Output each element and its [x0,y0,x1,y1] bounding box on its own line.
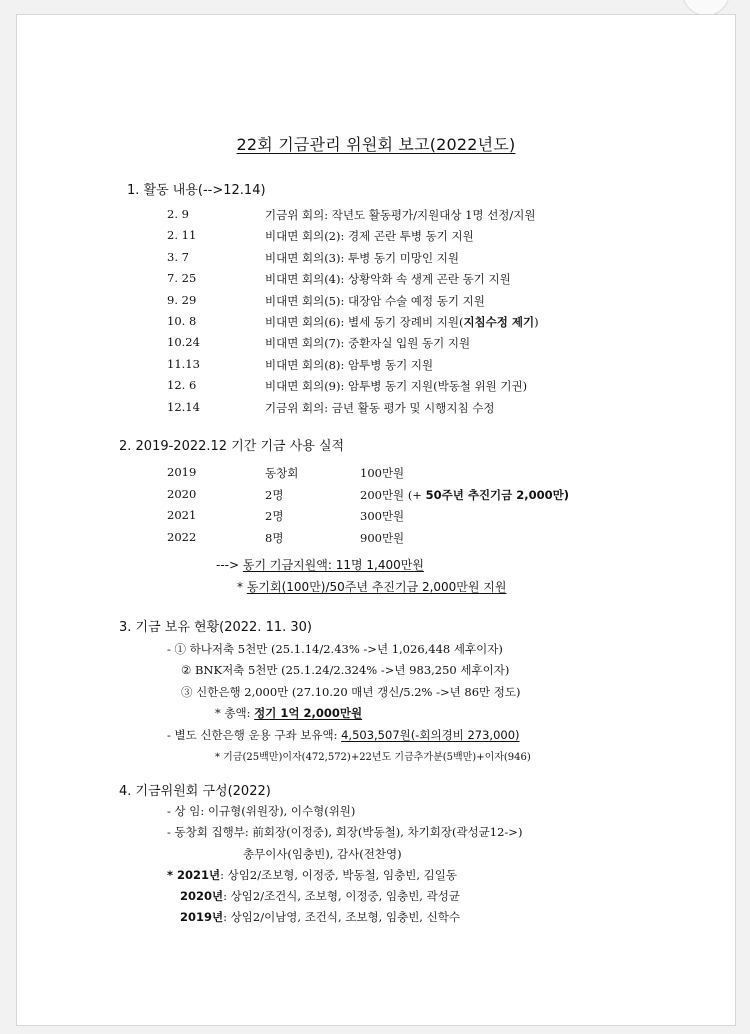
usage-year [167,465,196,479]
year-2020-label: 2020년 [180,889,224,903]
usage-year-text: 2019 [167,465,197,479]
holding-item-1: - ① 하나저축 5천만 (25.1.14/2.43% ->년 1,026,448 세후이자) [167,642,503,656]
activity-text [265,400,494,416]
activity-desc: 비대면 회의(6): 별세 동기 장례비 지원( [265,315,464,329]
activity-text [265,335,470,351]
activity-text [265,314,539,330]
usage-amount-text: 200만원 (+ [360,487,426,502]
usage-who [265,465,298,481]
activity-desc: 비대면 회의(5): 대장암 수술 예정 동기 지원 [265,293,485,308]
usage-year [167,487,196,501]
holding-sum-label: * 총액: [215,706,255,720]
year-2020-members: : 상임2/조건식, 조보형, 이정중, 임충빈, 곽성균 [223,889,460,903]
section-2-heading: 2. 2019-2022.12 기간 기금 사용 실적 [119,439,345,454]
activity-text [265,271,511,287]
activity-text [265,293,485,309]
extra-account-value: 4,503,507원(-회의경비 273,000) [341,728,520,742]
activity-desc: 기금위 회의: 금년 활동 평가 및 시행지침 수정 [265,400,495,415]
section-4-heading: 4. 기금위원회 구성(2022) [119,784,271,799]
document-title: 22회 기금관리 위원회 보고(2022년도) [236,135,516,154]
activity-date: 10.24 [167,335,200,350]
usage-year-text: 2021 [167,508,197,522]
committee-2021 [167,867,457,883]
activity-date: 12.14 [167,399,200,414]
holding-sum-line [215,705,362,721]
activity-text [265,228,474,244]
usage-amount-text: 100만원 [360,466,405,480]
document-page [16,14,736,1026]
extra-account-label: - 별도 신한은행 운용 구좌 보유액: [167,728,342,742]
activity-date: 9. 29 [167,292,197,307]
extra-account-note: * 기금(25백만)이자(472,572)+22년도 기금추가분(5백만)+이자(946) [215,752,531,763]
usage-year-text: 2020 [167,486,197,501]
activity-date: 3. 7 [167,249,189,264]
activity-date: 11.13 [167,356,200,371]
activity-date: 2. 9 [167,207,189,221]
activity-text [265,357,433,373]
usage-amount-text: 300만원 [360,509,405,523]
activity-date: 12. 6 [167,378,197,393]
usage-amount-highlight: 50주년 추진기금 2,000만) [425,487,570,502]
committee-executive: - 동창회 집행부: 前회장(이정중), 회장(박동철), 차기회장(곽성균12->) [167,825,523,839]
activity-text [265,250,459,266]
activity-text [265,207,536,223]
usage-who-text: 2명 [265,509,284,523]
activity-desc: 비대면 회의(9): 암투병 동기 지원(박동철 위원 기권) [265,379,528,394]
usage-who [265,530,283,546]
section-1-heading: 1. 활동 내용(-->12.14) [127,183,266,198]
usage-year-text: 2022 [167,529,197,544]
usage-note: 동기회(100만)/50주년 추진기금 2,000만원 지원 [246,580,507,594]
usage-amount [360,465,404,481]
activity-date: 2. 11 [167,228,197,243]
year-2019-members: : 상임2/이남영, 조건식, 조보형, 임충빈, 신학수 [223,910,460,924]
usage-total-line [216,556,424,573]
usage-total: 동기 기금지원액: 11명 1,400만원 [242,558,424,572]
usage-who-text: 동창회 [265,466,299,480]
activity-tail: ) [534,315,539,329]
holding-sum-value: 정기 1억 2,000만원 [254,706,363,720]
usage-who-text: 8명 [265,530,284,545]
committee-2020 [180,888,460,904]
usage-year [167,508,196,522]
activity-date: 10. 8 [167,314,197,328]
committee-executive-cont: 총무이사(임충빈), 감사(전찬영) [243,847,402,861]
activity-desc: 비대면 회의(8): 암투병 동기 지원 [265,357,434,372]
activity-desc: 비대면 회의(2): 경제 곤란 투병 동기 지원 [265,229,474,244]
activity-text [265,378,527,394]
usage-year [167,530,196,544]
holding-item-2: ② BNK저축 5천만 (25.1.24/2.324% ->년 983,250 세후이자) [181,663,510,677]
activity-desc: 비대면 회의(3): 투병 동기 미망인 지원 [265,250,459,265]
extra-account-line [167,727,520,743]
usage-amount [360,530,404,546]
usage-amount-text: 900만원 [360,530,405,545]
usage-amount [360,508,404,524]
usage-amount [360,487,569,503]
arrow-text: ---> [216,558,240,572]
year-2021-members: : 상임2/조보형, 이정중, 박동철, 임충빈, 김일동 [220,868,457,882]
activity-highlight: 지침수정 제기 [463,315,535,329]
usage-who-text: 2명 [265,487,284,502]
committee-2019 [180,909,460,925]
usage-who [265,508,283,524]
usage-note-line [237,578,507,595]
activity-desc: 기금위 회의: 작년도 활동평가/지원대상 1명 선정/지원 [265,208,536,222]
star-mark: * [237,580,243,594]
year-2021-label: * 2021년 [167,868,221,882]
year-2019-label: 2019년 [180,910,224,924]
committee-standing: - 상 임: 이규형(위원장), 이수형(위원) [167,804,356,818]
activity-date: 7. 25 [167,271,197,286]
activity-desc: 비대면 회의(4): 상황악화 속 생계 곤란 동기 지원 [265,272,511,287]
activity-desc: 비대면 회의(7): 중환자실 입원 동기 지원 [265,336,471,351]
holding-item-3: ③ 신한은행 2,000만 (27.10.20 매년 갱신/5.2% ->년 86만 정도) [181,685,521,699]
usage-who [265,487,283,503]
section-3-heading: 3. 기금 보유 현황(2022. 11. 30) [119,620,312,635]
